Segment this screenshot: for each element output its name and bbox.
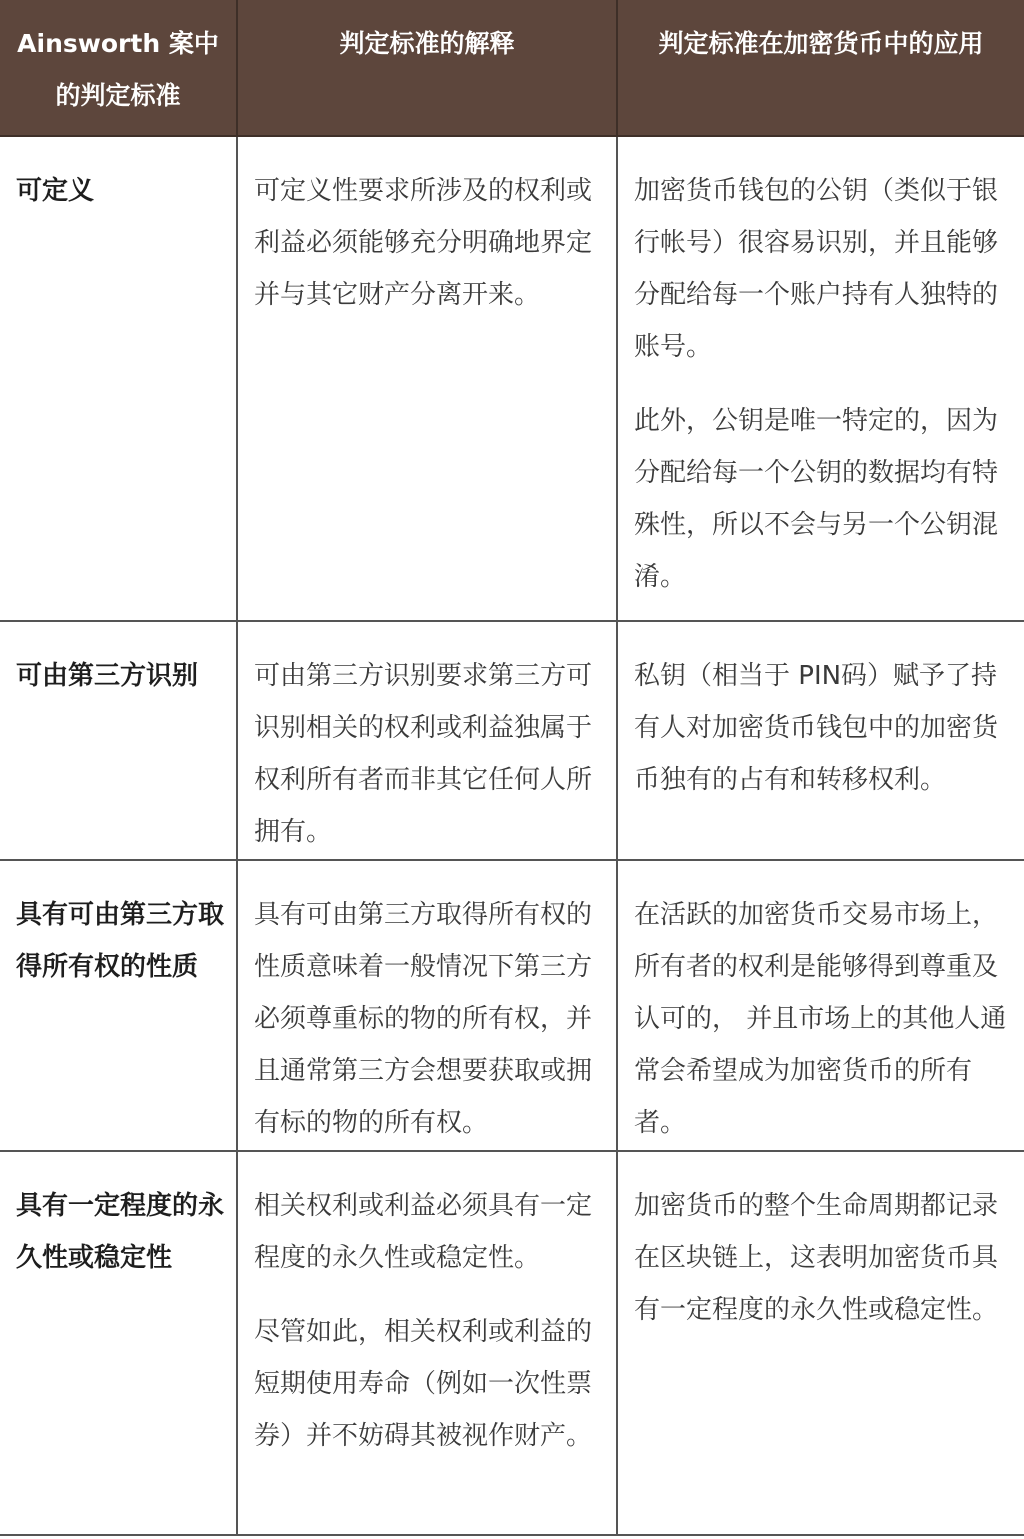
explanation-cell (238, 137, 618, 622)
criterion-cell: 具有一定程度的永久性或稳定性 (0, 1152, 238, 1536)
explanation-text: 具有可由第三方取得所有权的性质意味着一般情况下第三方必须尊重标的物的所有权，并且通常第三方会想要获取或拥有标的物的所有权。 (254, 900, 593, 1138)
application-text: 在活跃的加密货币交易市场上，所有者的权利是能够得到尊重及认可的， 并且市场上的其他人通常会希望成为加密货币的所有者。 (634, 900, 1007, 1138)
application-cell (618, 137, 1024, 622)
explanation-cell (238, 1152, 618, 1536)
header-criterion: Ainsworth 案中的判定标准 (0, 0, 238, 137)
application-cell (618, 861, 1024, 1152)
explanation-text: 可由第三方识别要求第三方可识别相关的权利或利益独属于权利所有者而非其它任何人所拥有。 (254, 661, 593, 847)
criterion-cell: 具有可由第三方取得所有权的性质 (0, 861, 238, 1152)
header-application: 判定标准在加密货币中的应用 (618, 0, 1024, 137)
application-text: 私钥（相当于 PIN码）赋予了持有人对加密货币钱包中的加密货币独有的占有和转移权利。 (634, 661, 999, 795)
criterion-cell: 可由第三方识别 (0, 622, 238, 861)
application-cell (618, 1152, 1024, 1536)
explanation-text: 可定义性要求所涉及的权利或利益必须能够充分明确地界定并与其它财产分离开来。 (254, 176, 593, 310)
application-text: 加密货币的整个生命周期都记录在区块链上，这表明加密货币具有一定程度的永久性或稳定性。 (634, 1191, 999, 1325)
criterion-cell: 可定义 (0, 137, 238, 622)
explanation-text: 相关权利或利益必须具有一定程度的永久性或稳定性。 (254, 1191, 593, 1273)
explanation-cell (238, 622, 618, 861)
explanation-text: 尽管如此，相关权利或利益的短期使用寿命（例如一次性票券）并不妨碍其被视作财产。 (254, 1317, 593, 1451)
application-text: 此外，公钥是唯一特定的，因为分配给每一个公钥的数据均有特殊性，所以不会与另一个公钥混淆。 (634, 406, 999, 592)
explanation-cell (238, 861, 618, 1152)
application-text: 加密货币钱包的公钥（类似于银行帐号）很容易识别，并且能够分配给每一个账户持有人独特的账号。 (634, 176, 999, 362)
application-cell (618, 622, 1024, 861)
header-explanation: 判定标准的解释 (238, 0, 618, 137)
